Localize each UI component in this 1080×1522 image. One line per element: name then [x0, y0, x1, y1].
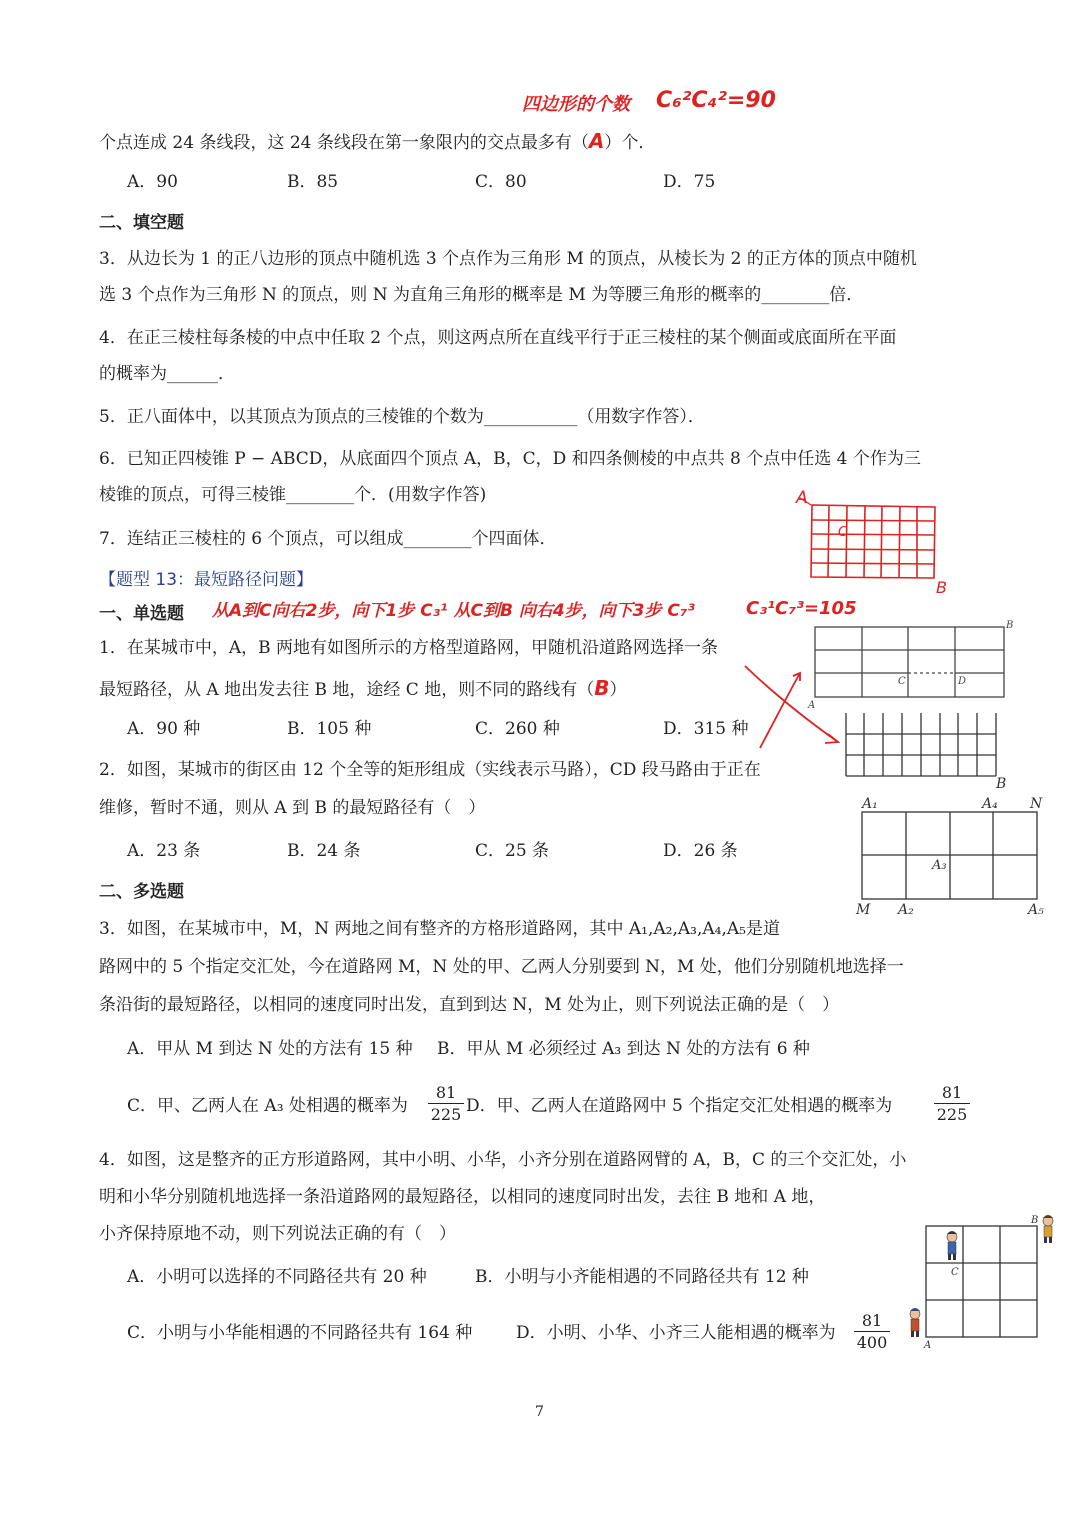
- single-q2-option-b: B．24 条: [287, 841, 361, 861]
- fill-q4-line1: 4．在正三棱柱每条棱的中点中任取 2 个点，则这两点所在直线平行于正三棱柱的某个侧面或底面所在平面: [99, 328, 897, 348]
- person-icon-xiaoming: [910, 1308, 920, 1337]
- single-q2-option-d: D．26 条: [663, 841, 738, 861]
- fill-q4-line2: 的概率为______．: [99, 364, 235, 384]
- fig1-label-a: A: [808, 700, 816, 711]
- figure-grid-q2: [846, 713, 996, 776]
- fig3-label-a4: A₄: [982, 796, 998, 812]
- single-q1-option-c: C．260 种: [475, 719, 560, 739]
- fraction-81-225-d: $\frac{81}{225}$: [934, 1085, 970, 1123]
- multi-q4-line2: 明和小华分别随机地选择一条沿道路网的最短路径，以相同的速度同时出发，去往 B 地和 A 地，: [99, 1187, 826, 1207]
- fill-q5: 5．正八面体中，以其顶点为顶点的三棱锥的个数为___________（用数字作答）．: [99, 407, 705, 427]
- fig4-label-b: B: [1031, 1215, 1039, 1226]
- fig3-label-a5: A₅: [1028, 902, 1044, 918]
- fraction-81-400: $\frac{81}{400}$: [854, 1313, 890, 1351]
- annotation-red-arrows: [745, 666, 838, 748]
- single-q2-line1: 2．如图，某城市的街区由 12 个全等的矩形组成（实线表示马路），CD 段马路由于正在: [99, 760, 761, 780]
- multi-q3-option-c: C．甲、乙两人在 A₃ 处相遇的概率为: [127, 1096, 408, 1116]
- intro-option-d: D．75: [663, 172, 716, 192]
- annotation-path-note: 从A到C向右2步，向下1步 C₃¹ 从C到B 向右4步，向下3步 C₇³: [212, 601, 695, 621]
- fraction-81-225-c: $\frac{81}{225}$: [428, 1085, 464, 1123]
- section-heading-fill: 二、填空题: [99, 213, 184, 233]
- section-heading-single: 一、单选题: [99, 604, 184, 624]
- fig3-label-m: M: [856, 902, 871, 918]
- single-q1-option-b: B．105 种: [287, 719, 372, 739]
- single-q2-option-c: C．25 条: [475, 841, 550, 861]
- fig1-label-d: D: [958, 676, 967, 687]
- fig3-label-a2: A₂: [898, 902, 914, 918]
- multi-q4-option-c: C．小明与小华能相遇的不同路径共有 164 种: [127, 1323, 473, 1343]
- annotation-red-grid: [800, 498, 935, 578]
- annotation-grid-label-c: C: [838, 525, 848, 540]
- person-icon-xiaohua: [1043, 1215, 1053, 1243]
- figure-grid-q4: [926, 1226, 1037, 1337]
- fill-q3-line1: 3．从边长为 1 的正八边形的顶点中随机选 3 个点作为三角形 M 的顶点，从棱长为 2 的正方体的顶点中随机: [99, 249, 917, 269]
- intro-option-b: B．85: [287, 172, 339, 192]
- multi-q4-line3: 小齐保持原地不动，则下列说法正确的有（ ）: [99, 1224, 456, 1244]
- fig1-label-c: C: [898, 676, 906, 687]
- fig3-label-a1: A₁: [862, 796, 878, 812]
- person-icon-xiaoqi: [947, 1231, 957, 1260]
- multi-q4-option-b: B．小明与小齐能相遇的不同路径共有 12 种: [475, 1267, 809, 1287]
- fig3-label-n: N: [1030, 796, 1043, 812]
- fig3-label-a3: A₃: [932, 858, 947, 873]
- topic-heading: 【题型 13：最短路径问题】: [99, 570, 314, 590]
- annotation-grid-label-b: B: [936, 578, 947, 597]
- figure-grid-q1: [815, 627, 1004, 697]
- section-heading-multi: 二、多选题: [99, 882, 184, 902]
- fig1-label-b: B: [1006, 620, 1014, 631]
- single-q2-line2: 维修，暂时不通，则从 A 到 B 的最短路径有（ ）: [99, 798, 486, 818]
- multi-q3-option-b: B．甲从 M 必须经过 A₃ 到达 N 处的方法有 6 种: [437, 1039, 810, 1059]
- multi-q3-line1: 3．如图，在某城市中，M，N 两地之间有整齐的方格形道路网，其中 A₁,A₂,A₃,A₄,A₅是道: [99, 919, 780, 939]
- annotation-answer-b: B: [594, 676, 610, 700]
- intro-option-c: C．80: [475, 172, 527, 192]
- multi-q4-option-a: A．小明可以选择的不同路径共有 20 种: [127, 1267, 427, 1287]
- fig2-label-b: B: [996, 776, 1007, 792]
- multi-q3-option-d: D．甲、乙两人在道路网中 5 个指定交汇处相遇的概率为: [466, 1096, 893, 1116]
- intro-option-a: A．90: [127, 172, 178, 192]
- figure-grid-q3: [862, 812, 1037, 899]
- multi-q4-line1: 4．如图，这是整齐的正方形道路网，其中小明、小华，小齐分别在道路网臂的 A，B，C 的三个交汇处，小: [99, 1150, 907, 1170]
- fig4-label-a: A: [924, 1340, 932, 1351]
- fill-q6-line2: 棱锥的顶点，可得三棱锥________个．(用数字作答): [99, 485, 487, 505]
- annotation-quad-count: 四边形的个数: [522, 94, 630, 115]
- multi-q3-line3: 条沿街的最短路径，以相同的速度同时出发，直到到达 N，M 处为止，则下列说法正确的是（ ）: [99, 995, 840, 1015]
- single-q1-line2: 最短路径，从 A 地出发去往 B 地，途经 C 地，则不同的路线有（B）: [99, 676, 627, 700]
- multi-q3-option-a: A．甲从 M 到达 N 处的方法有 15 种: [127, 1039, 413, 1059]
- single-q1-line1: 1．在某城市中，A，B 两地有如图所示的方格型道路网，甲随机沿道路网选择一条: [99, 638, 718, 658]
- fill-q3-line2: 选 3 个点作为三角形 N 的顶点，则 N 为直角三角形的概率是 M 为等腰三角形的概率的________倍．: [99, 285, 864, 305]
- fill-q6-line1: 6．已知正四棱锥 P − ABCD，从底面四个顶点 A，B，C，D 和四条侧棱的中点共 8 个点中任选 4 个作为三: [99, 449, 921, 469]
- annotation-grid-label-a: A: [796, 488, 808, 508]
- multi-q3-line2: 路网中的 5 个指定交汇处，今在道路网 M，N 处的甲、乙两人分别要到 N，M 处，他们分别随机地选择一: [99, 957, 904, 977]
- fig4-label-c: C: [951, 1267, 959, 1278]
- single-q1-option-d: D．315 种: [663, 719, 749, 739]
- single-q1-option-a: A．90 种: [127, 719, 201, 739]
- intro-line: 个点连成 24 条线段，这 24 条线段在第一象限内的交点最多有（A）个．: [99, 129, 656, 153]
- annotation-quad-formula: C₆²C₄²=90: [656, 88, 776, 113]
- single-q2-option-a: A．23 条: [127, 841, 201, 861]
- page-number: 7: [535, 1404, 544, 1420]
- multi-q4-option-d: D．小明、小华、小齐三人能相遇的概率为: [516, 1323, 836, 1343]
- annotation-answer-a: A: [588, 129, 605, 153]
- fill-q7: 7．连结正三棱柱的 6 个顶点，可以组成________个四面体．: [99, 529, 557, 549]
- annotation-path-formula: C₃¹C₇³=105: [746, 598, 857, 619]
